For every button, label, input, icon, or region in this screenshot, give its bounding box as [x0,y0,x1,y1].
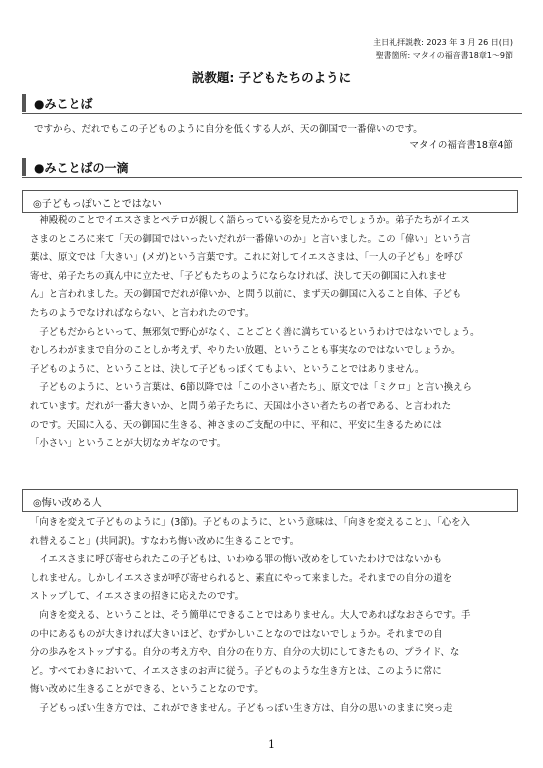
key-verse: ですから、だれでもこの子どものように自分を低くする人が、天の御国で一番偉いのです。 [34,124,423,135]
body-line: イエスさまに呼び寄せられたこの子どもは、いわゆる罪の悔い改めをしていたわけではないかも [30,554,443,566]
subsection-heading-box [22,489,518,512]
body-line: 子どものように、という言葉は、6節以降では「この小さい者たち」、原文では「ミクロ」と言い換えら [30,382,472,394]
body-line: ストップして、イエスさまの招きに応えたのです。 [30,591,245,603]
body-line: 向きを変える、ということは、そう簡単にできることではありません。大人であればなおさらです。手 [30,609,471,621]
body-line: 子どもだからといって、無邪気で野心がなく、ことごとく善に満ちているというわけではないでしょう。 [30,326,480,338]
body-line: ん」と言われました。天の御国でだれが偉いか、と問う以前に、まず天の御国に入ること自体、子ども [30,289,462,301]
body-line: 寄せ、弟子たちの真ん中に立たせ、「子どもたちのようにならなければ、決して天の御国に入れませ [30,270,447,282]
body-line: 分の歩みをストップする。自分の考え方や、自分の在り方、自分の大切にしてきたもの、プライド、な [30,647,460,659]
body-line: 「向きを変えて子どものように」(3節)。子どものように、という意味は、「向きを変えること」、「心を入 [30,517,470,528]
subsection-body [30,514,516,719]
body-line: れています。だれが一番大きいか、と問う弟子たちに、天国は小さい者たちの者である、と言われた [30,400,452,412]
body-line: ど。すべてわきにおいて、イエスさまのお声に従う。子どものような生き方とは、このように常に [30,665,442,677]
section-bar [22,94,26,112]
body-line: のです。天国に入る、天の御国に生きる、神さまのご支配の中に、平和に、平安に生きるためには [30,419,442,431]
subsection-heading-box [22,190,518,213]
body-line: 神殿税のことでイエスさまとペテロが親しく語らっている姿を見たからでしょうか。弟子たちがイエス [30,215,470,226]
body-line: の中にあるものが大きければ大きいほど、むずかしいことなのではないでしょうか。それまでの自 [30,628,443,640]
sermon-title: 説教題: 子どもたちのように [191,70,352,85]
section-label: ●みことばの一滴 [34,161,129,175]
body-line: しれません。しかしイエスさまが呼び寄せられると、素直にやって来ました。それまでの自分の道を [30,572,453,584]
subsection-body [30,212,516,454]
section-header-mikotoba [22,93,522,114]
subsection-heading: ◎子どもっぽいことではない [33,199,162,210]
section-bar [22,158,26,176]
service-date: 主日礼拝説教: 2023 年 3 月 26 日(日) [373,38,513,47]
page-number: 1 [268,738,275,751]
body-line: 葉は、原文では「大きい」(メガ)という言葉です。これに対してイエスさまは、「一人の子ども」を呼び [30,252,463,264]
section-label: ●みことば [34,97,93,111]
body-line: 悔い改めに生きることができる、ということなのです。 [30,684,264,696]
body-line: 子どもっぽい生き方では、これができません。子どもっぽい生き方は、自分の思いのままに突っ走 [30,702,453,714]
body-line: 「小さい」ということが大切なカギなのです。 [30,438,227,450]
verse-reference: マタイの福音書18章4節 [409,140,513,151]
scripture-passage: 聖書箇所: マタイの福音書18章1～9節 [375,51,513,60]
section-header-itteki [22,157,522,178]
subsection-heading: ◎悔い改める人 [33,498,102,509]
body-line: れ替えること」(共同訳)。すなわち悔い改めに生きることです。 [30,535,300,547]
body-line: 子どものように、ということは、決して子どもっぽくてもよい、ということではありません。 [30,363,425,375]
body-line: むしろわがままで自分のことしか考えず、やりたい放題、ということも事実なのではないでしょうか。 [30,345,461,357]
body-line: たちのようでなければならない、と言われたのです。 [30,307,255,319]
body-line: さまのところに来て「天の御国ではいったいだれが一番偉いのか」と言いました。この「偉い」という言 [30,233,471,245]
